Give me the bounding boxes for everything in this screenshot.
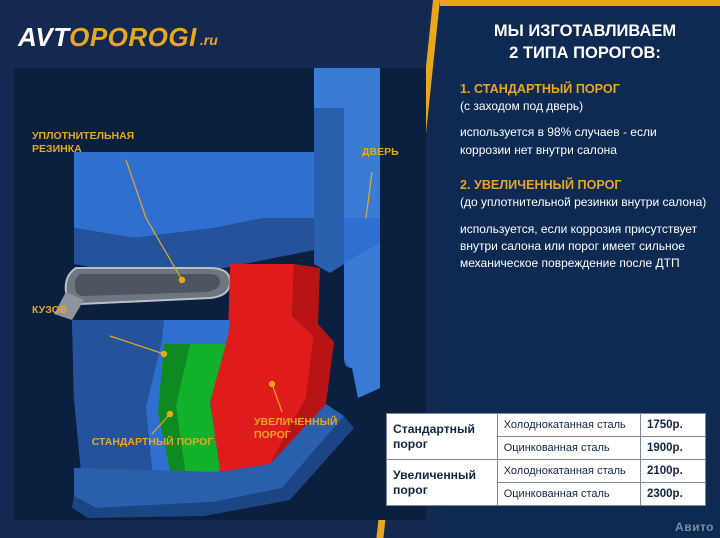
brand-logo-main: AVT bbox=[18, 21, 70, 52]
headline-line2: 2 ТИПА ПОРОГОВ: bbox=[509, 44, 661, 63]
price-row-price: 1900р. bbox=[640, 437, 705, 460]
right-text-column bbox=[460, 20, 710, 272]
section-1-body: используется в 98% случаев - если коррозии нет внутри салона bbox=[460, 125, 657, 157]
gold-top-bar bbox=[440, 0, 720, 6]
section-2-body: используется, если коррозия присутствует внутри салона или порог имеет сильное механическое повреждение после ДТП bbox=[460, 221, 698, 270]
brand-logo-suffix: .ru bbox=[199, 32, 218, 48]
sill-diagram bbox=[14, 68, 426, 520]
brand-logo-text bbox=[18, 22, 197, 53]
price-row-price: 2300р. bbox=[640, 483, 705, 506]
table-row bbox=[387, 460, 706, 483]
headline-line1: МЫ ИЗГОТАВЛИВАЕМ bbox=[493, 22, 677, 40]
table-row bbox=[387, 414, 706, 437]
price-row-material: Холоднокатанная сталь bbox=[497, 460, 640, 483]
price-row-name-standard: Стандартный порог bbox=[387, 414, 498, 460]
price-row-material: Оцинкованная сталь bbox=[497, 483, 640, 506]
price-row-name-increased: Увеличенный порог bbox=[387, 460, 498, 506]
label-sealing-rubber: УПЛОТНИТЕЛЬНАЯ РЕЗИНКА bbox=[32, 130, 135, 155]
door-upper-shadow bbox=[314, 108, 344, 273]
brand-logo bbox=[18, 16, 288, 58]
label-door: ДВЕРЬ bbox=[362, 146, 399, 158]
price-row-price: 2100р. bbox=[640, 460, 705, 483]
section-1-title: 1. СТАНДАРТНЫЙ ПОРОГ bbox=[460, 81, 620, 96]
headline bbox=[460, 20, 710, 65]
price-row-price: 1750р. bbox=[640, 414, 705, 437]
watermark: Авито bbox=[675, 520, 714, 534]
price-table bbox=[386, 413, 706, 506]
brand-logo-accent: OPOROGI bbox=[69, 21, 197, 52]
price-row-material: Оцинкованная сталь bbox=[497, 437, 640, 460]
section-2-title: 2. УВЕЛИЧЕННЫЙ ПОРОГ bbox=[460, 177, 622, 192]
label-standard-sill: СТАНДАРТНЫЙ ПОРОГ bbox=[91, 436, 214, 448]
price-row-material: Холоднокатанная сталь bbox=[497, 414, 640, 437]
label-increased-sill: УВЕЛИЧЕННЫЙ ПОРОГ bbox=[254, 416, 338, 441]
label-body: КУЗОВ bbox=[32, 304, 68, 316]
section-1-subtitle: (с заходом под дверь) bbox=[460, 98, 584, 113]
section-2-subtitle: (до уплотнительной резинки внутри салона) bbox=[460, 194, 707, 209]
